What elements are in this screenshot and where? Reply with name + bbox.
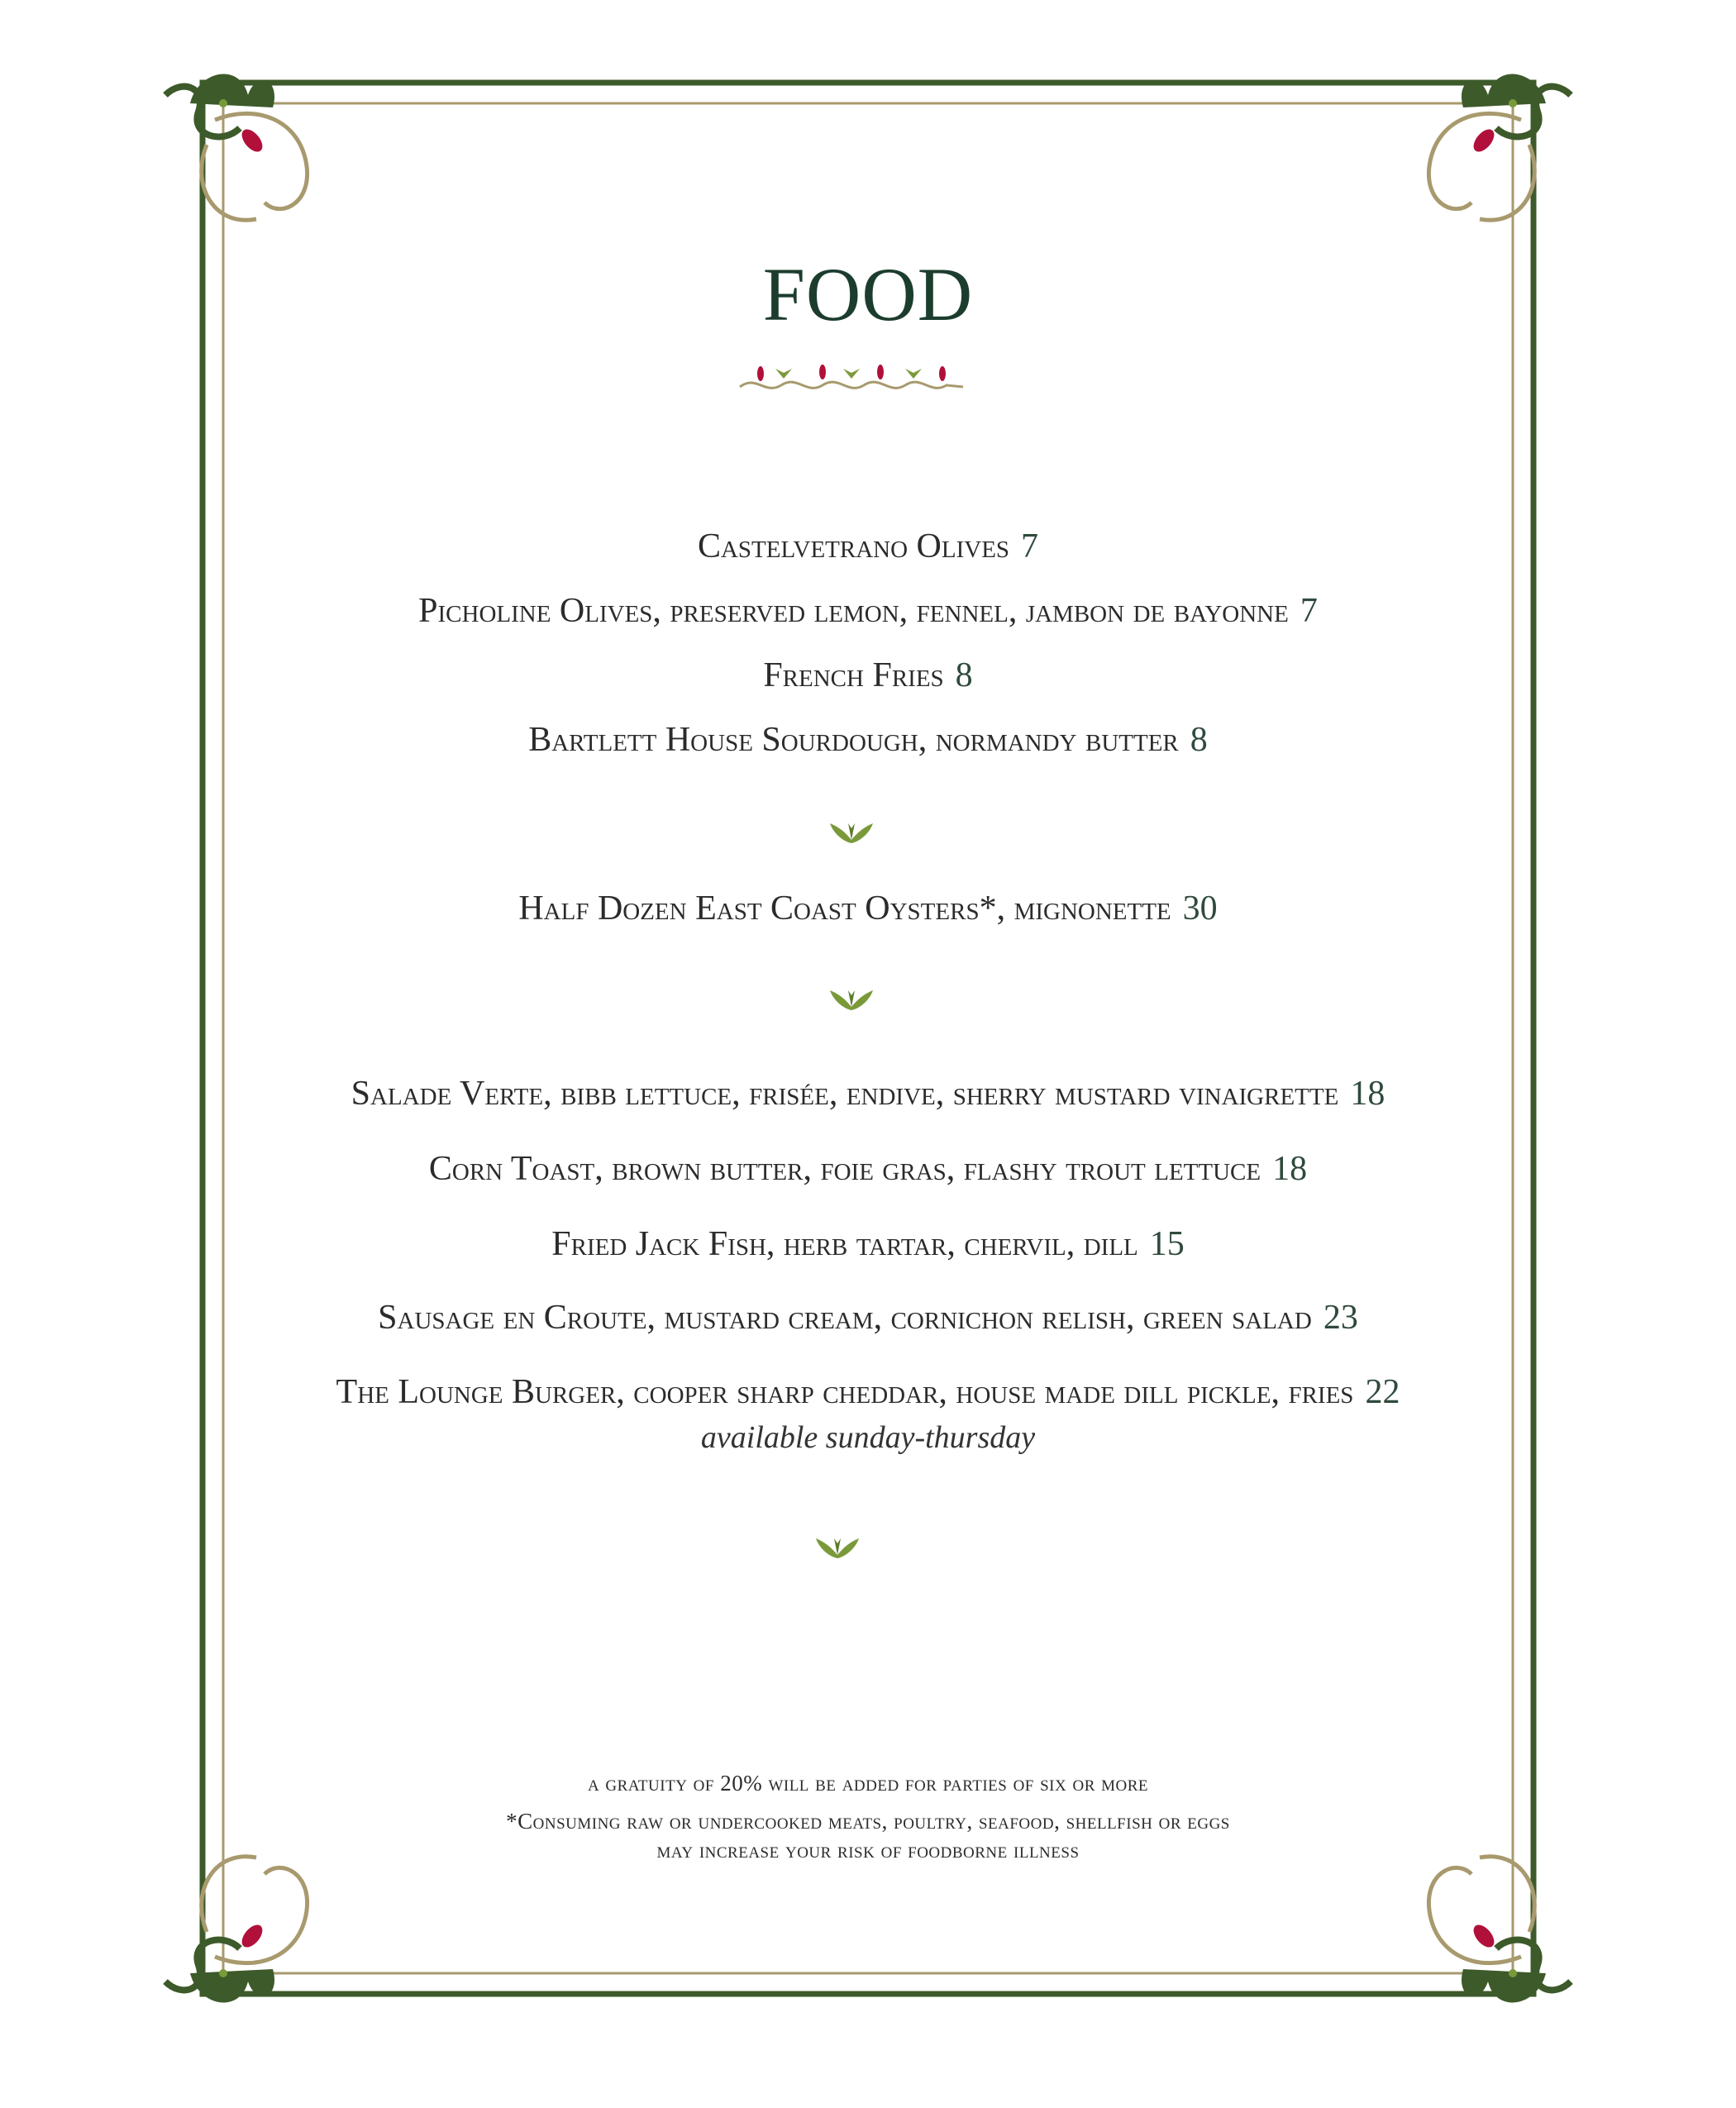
- health-warning-line-1: *Consuming raw or undercooked meats, poultry, seafood, shellfish or eggs: [506, 1809, 1230, 1834]
- menu-item-price: 23: [1323, 1299, 1358, 1337]
- health-warning-line-2: may increase your risk of foodborne illness: [656, 1838, 1080, 1862]
- corner-flourish-icon: [1428, 74, 1571, 221]
- corner-flourish-icon: [165, 1857, 308, 2003]
- menu-item-price: 22: [1365, 1373, 1400, 1411]
- corner-flourish-icon: [1428, 1857, 1571, 2003]
- menu-item-name: Picholine Olives, preserved lemon, fennel, jambon de bayonne: [418, 592, 1289, 630]
- gratuity-note: a gratuity of 20% will be added for parties of six or more: [587, 1771, 1149, 1796]
- menu-item: [0, 891, 1736, 926]
- menu-item: [0, 1300, 1736, 1335]
- menu-item: [0, 658, 1736, 693]
- menu-item: [0, 1227, 1736, 1261]
- menu-item: [0, 594, 1736, 628]
- menu-item-price: 18: [1272, 1150, 1308, 1188]
- menu-item-price: 8: [955, 656, 973, 694]
- menu-item-name: Sausage en Croute, mustard cream, cornichon relish, green salad: [378, 1299, 1312, 1337]
- menu-item: [0, 723, 1736, 757]
- menu-item: [0, 1076, 1736, 1111]
- menu-item-price: 30: [1182, 889, 1218, 928]
- menu-item-name: Castelvetrano Olives: [697, 527, 1010, 565]
- page-title: FOOD: [762, 252, 974, 336]
- menu-item-name: French Fries: [763, 656, 944, 694]
- menu-item-name: Salade Verte, bibb lettuce, frisée, endive, sherry mustard vinaigrette: [351, 1075, 1339, 1113]
- menu-item-name: Half Dozen East Coast Oysters*, mignonette: [518, 889, 1171, 928]
- menu-item-name: The Lounge Burger, cooper sharp cheddar, house made dill pickle, fries: [336, 1373, 1354, 1411]
- menu-item-price: 8: [1190, 721, 1208, 759]
- menu-item: [0, 1152, 1736, 1186]
- leaf-sprig-icon: [814, 1533, 861, 1562]
- menu-item-price: 7: [1021, 527, 1039, 565]
- menu-item: [0, 529, 1736, 564]
- menu-item-price: 18: [1350, 1075, 1385, 1113]
- menu-item-name: Corn Toast, brown butter, foie gras, flashy trout lettuce: [428, 1150, 1261, 1188]
- leaf-sprig-icon: [828, 818, 875, 847]
- corner-flourish-icon: [165, 74, 308, 221]
- menu-item-name: Bartlett House Sourdough, normandy butter: [528, 721, 1179, 759]
- menu-item: [0, 1375, 1736, 1409]
- menu-item-name: Fried Jack Fish, herb tartar, chervil, dill: [551, 1225, 1138, 1263]
- leaf-sprig-icon: [828, 985, 875, 1013]
- menu-item-price: 7: [1300, 592, 1318, 630]
- menu-item-price: 15: [1149, 1225, 1185, 1263]
- tulip-garland-icon: [736, 362, 967, 398]
- availability-note: available sunday-thursday: [700, 1420, 1036, 1455]
